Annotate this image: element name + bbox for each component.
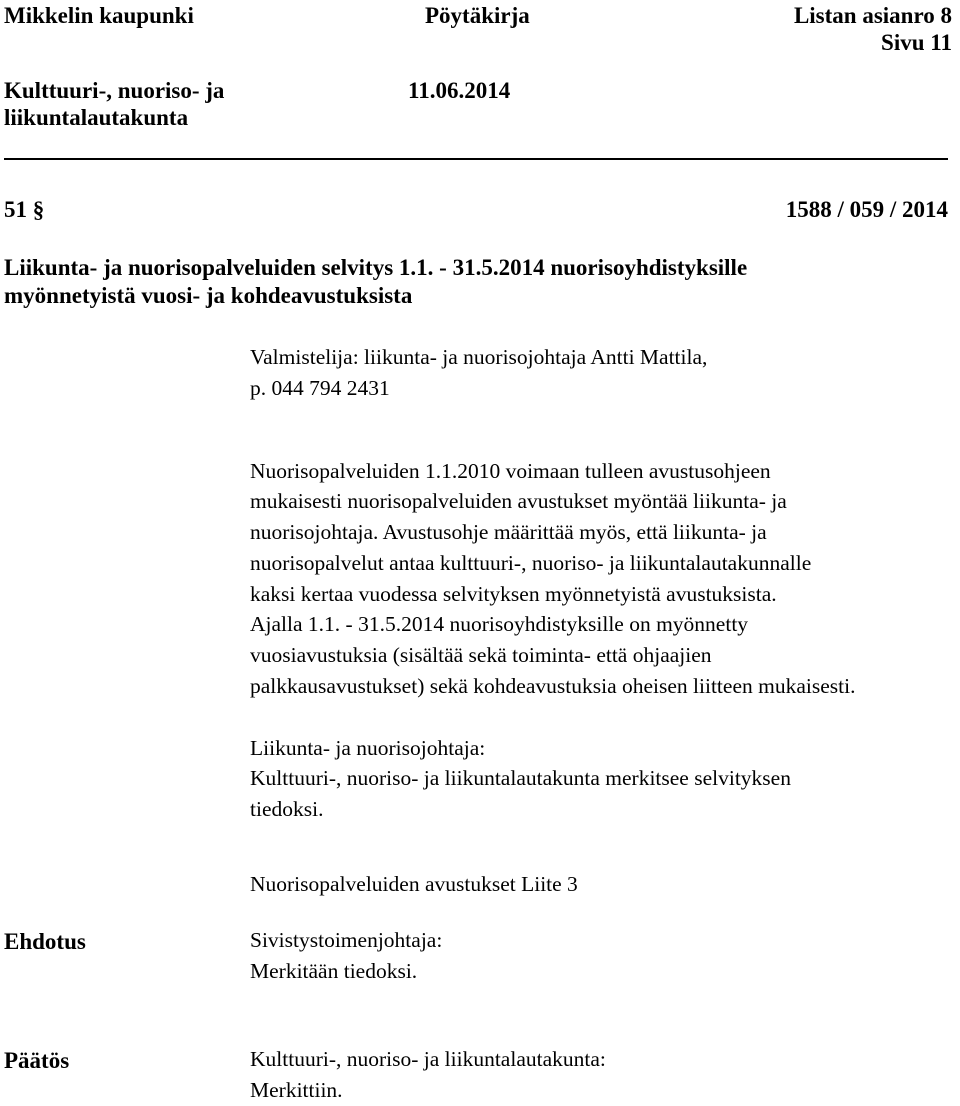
- body-line: palkkausavustukset) sekä kohdeavustuksia oheisen liitteen mukaisesti.: [250, 674, 856, 698]
- document-type: Pöytäkirja: [425, 3, 530, 28]
- meeting-date: 11.06.2014: [408, 78, 511, 103]
- header-divider: [4, 158, 948, 160]
- decision-label: Päätös: [4, 1048, 70, 1073]
- body-line: nuorisojohtaja. Avustusohje määrittää myös, että liikunta- ja: [250, 520, 767, 544]
- body-line: Nuorisopalveluiden 1.1.2010 voimaan tulleen avustusohjeen: [250, 459, 771, 483]
- committee-name-line1: Kulttuuri-, nuoriso- ja: [4, 78, 225, 103]
- organization-name: Mikkelin kaupunki: [4, 3, 194, 28]
- proposal-statement: Merkitään tiedoksi.: [250, 959, 418, 983]
- attachment-reference: Nuorisopalveluiden avustukset Liite 3: [250, 872, 578, 896]
- body-line: kaksi kertaa vuodessa selvityksen myönnetyistä avustuksista.: [250, 582, 777, 606]
- body-line: vuosiavustuksia (sisältää sekä toiminta- että ohjaajien: [250, 643, 712, 667]
- committee-name-line2: liikuntalautakunta: [4, 105, 189, 130]
- proposal-label: Ehdotus: [4, 929, 86, 954]
- body-line: nuorisopalvelut antaa kulttuuri-, nuoriso- ja liikuntalautakunnalle: [250, 551, 812, 575]
- proposal-text-line1: Kulttuuri-, nuoriso- ja liikuntalautakunta merkitsee selvityksen: [250, 766, 791, 790]
- proposer-heading: Liikunta- ja nuorisojohtaja:: [250, 736, 486, 760]
- decision-body: Kulttuuri-, nuoriso- ja liikuntalautakunta:: [250, 1047, 606, 1071]
- page-number: Sivu 11: [881, 30, 952, 55]
- item-title-line2: myönnetyistä vuosi- ja kohdeavustuksista: [4, 283, 413, 308]
- preparer-phone: p. 044 794 2431: [250, 376, 390, 400]
- decision-result: Merkittiin.: [250, 1078, 343, 1102]
- body-line: Ajalla 1.1. - 31.5.2014 nuorisoyhdistyksille on myönnetty: [250, 612, 749, 636]
- preparer-line1: Valmistelija: liikunta- ja nuorisojohtaja Antti Mattila,: [250, 345, 708, 369]
- proposal-author: Sivistystoimenjohtaja:: [250, 928, 443, 952]
- agenda-item-number: Listan asianro 8: [793, 3, 952, 28]
- section-number: 51 §: [4, 197, 45, 222]
- proposal-text-line2: tiedoksi.: [250, 797, 324, 821]
- body-line: mukaisesti nuorisopalveluiden avustukset myöntää liikunta- ja: [250, 489, 787, 513]
- record-number: 1588 / 059 / 2014: [785, 197, 948, 222]
- item-title-line1: Liikunta- ja nuorisopalveluiden selvitys 1.1. - 31.5.2014 nuorisoyhdistyksille: [4, 255, 748, 280]
